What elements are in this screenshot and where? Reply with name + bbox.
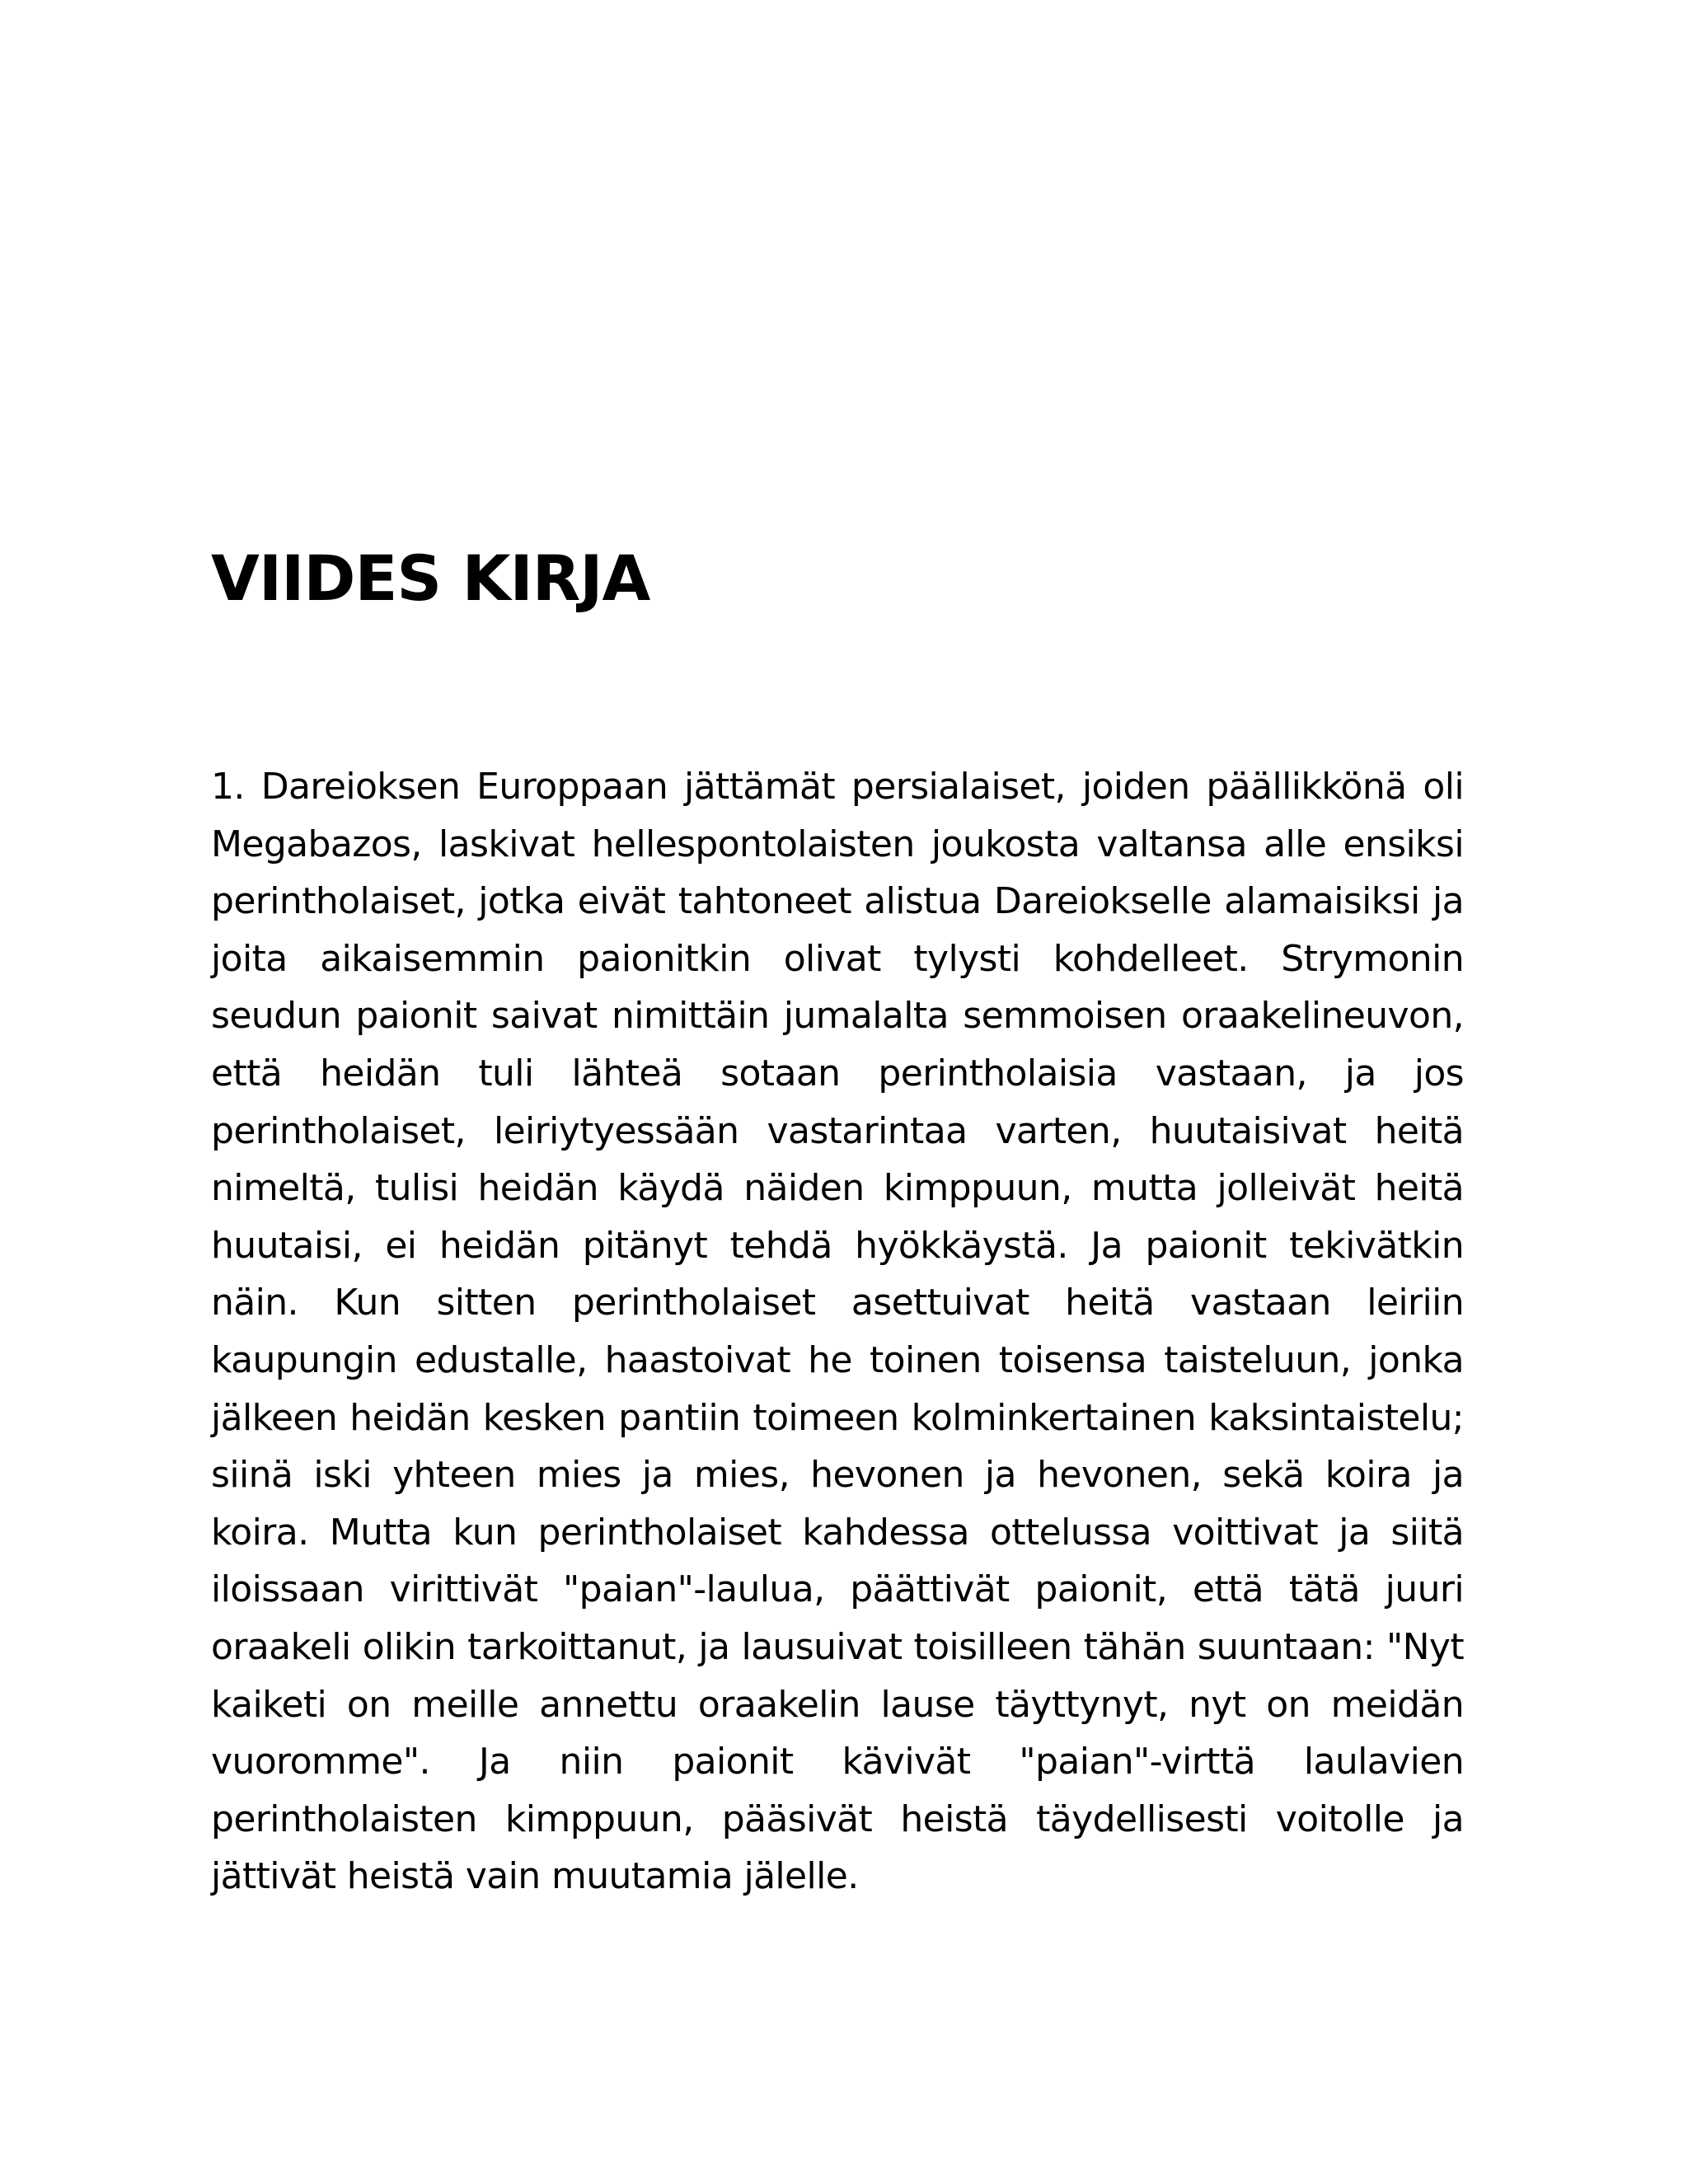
chapter-title: VIIDES KIRJA bbox=[211, 541, 650, 615]
body-paragraph: 1. Dareioksen Europpaan jättämät persialaiset, joiden päällikkönä oli Megabazos, laskivat hellespontolaisten joukosta valtansa alle ensiksi perintholaiset, jotka eivät tahtoneet alistua Dareiokselle alamaisiksi ja joita aikaisemmin paionitkin olivat tylysti kohdelleet. Strymonin seudun paionit saivat nimittäin jumalalta semmoisen oraakelineuvon, että heidän tuli lähteä sotaan perintholaisia vastaan, ja jos perintholaiset, leiriytyessään vastarintaa varten, huutaisivat heitä nimeltä, tulisi heidän käydä näiden kimppuun, mutta jolleivät heitä huutaisi, ei heidän pitänyt tehdä hyökkäystä. Ja paionit tekivätkin näin. Kun sitten perintholaiset asettuivat heitä vastaan leiriin kaupungin edustalle, haastoivat he toinen toisensa taisteluun, jonka jälkeen heidän kesken pantiin toimeen kolminkertainen kaksintaistelu; siinä iski yhteen mies ja mies, hevonen ja hevonen, sekä koira ja koira. Mutta kun perintholaiset kahdessa ottelussa voittivat ja siitä iloissaan virittivät "paian"-laulua, päättivät paionit, että tätä juuri oraakeli olikin tarkoittanut, ja lausuivat toisilleen tähän suuntaan: "Nyt kaiketi on meille annettu oraakelin lause täyttynyt, nyt on meidän vuoromme". Ja niin paionit kävivät "paian"-virttä laulavien perintholaisten kimppuun, pääsivät heistä täydellisesti voitolle ja jättivät heistä vain muutamia jälelle. bbox=[211, 766, 1464, 1898]
